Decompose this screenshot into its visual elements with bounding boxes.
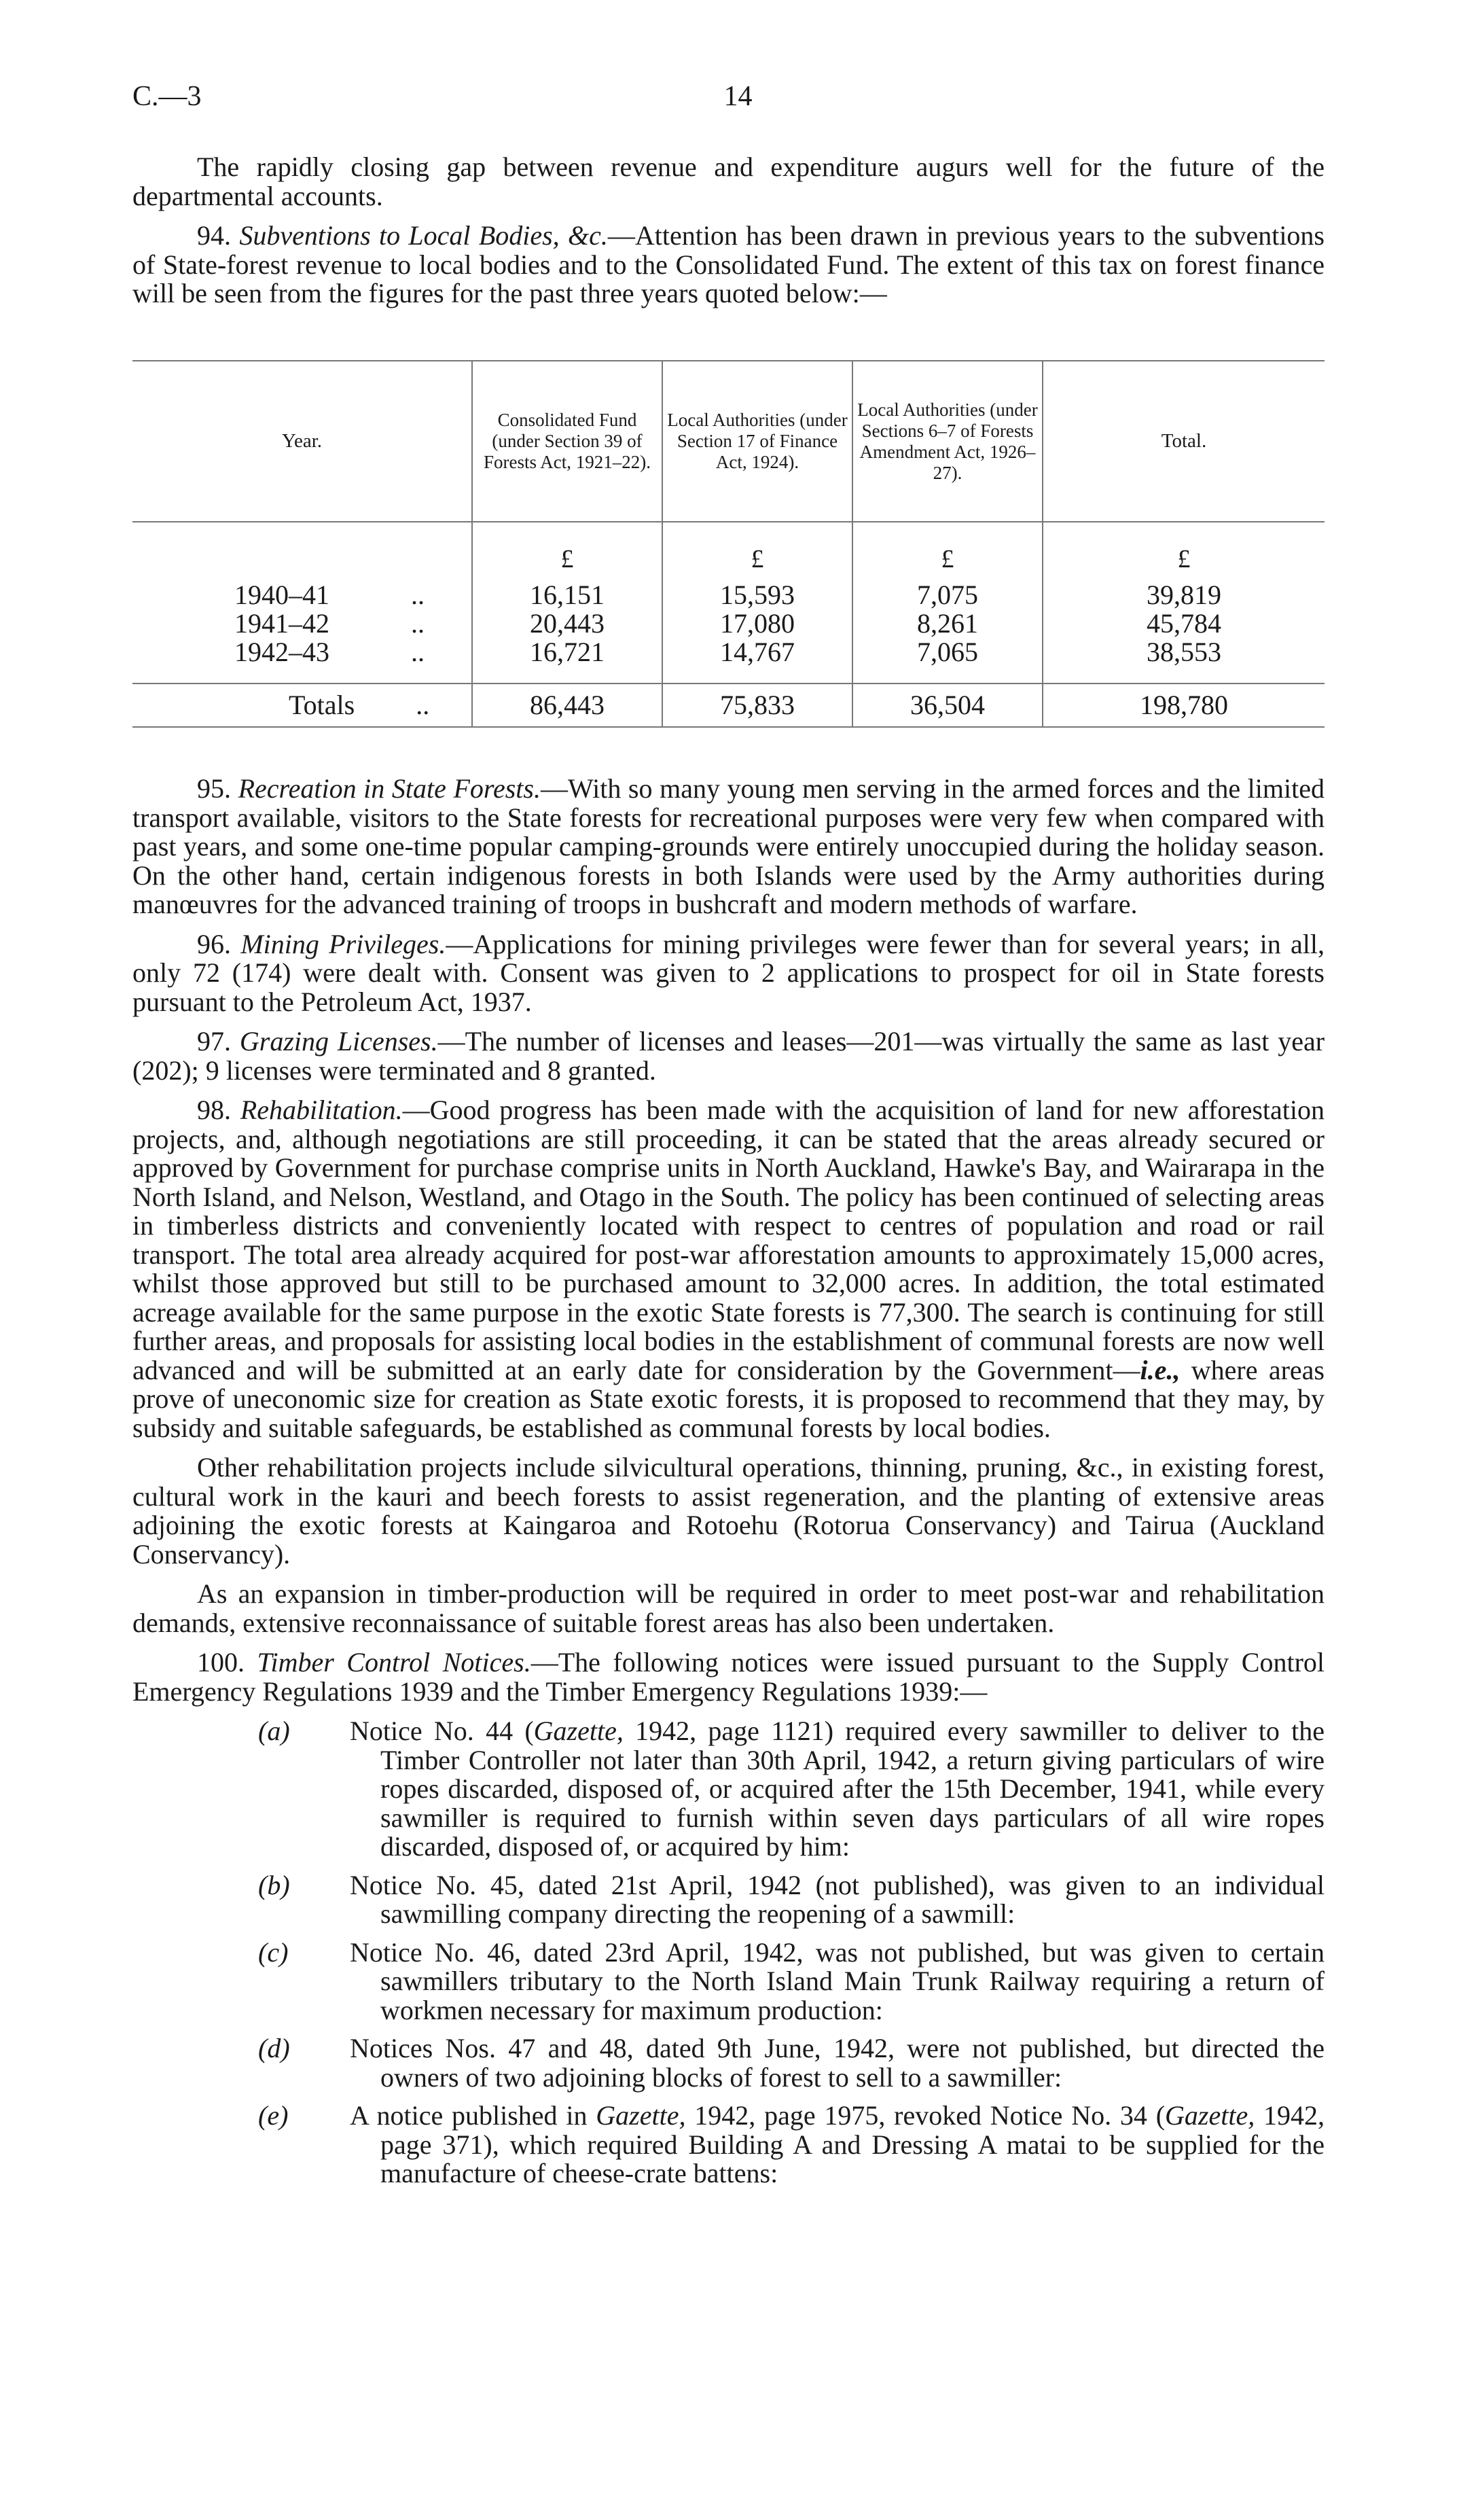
table-header-row xyxy=(132,361,1325,522)
total-cell: 45,784 xyxy=(1043,609,1325,638)
total-value-cell: 75,833 xyxy=(662,684,852,727)
table-row: 1940–41 .. 16,151 15,593 7,075 39,819 xyxy=(132,581,1325,609)
value-cell: 8,261 xyxy=(852,609,1043,638)
table-row: 1942–43 .. 16,721 14,767 7,065 38,553 xyxy=(132,638,1325,667)
value-cell: 7,065 xyxy=(852,638,1043,667)
value-cell: 20,443 xyxy=(472,609,662,638)
total-cell: 39,819 xyxy=(1043,581,1325,609)
subventions-table xyxy=(132,360,1325,728)
para-number: 94. xyxy=(197,220,231,251)
year-cell: 1942–43 xyxy=(234,637,329,667)
para-text: —Attention has been drawn in previous years to the subventions of State-forest revenue to local bodies and to the Consolidated Fund. The extent of this tax on forest finance will be seen from the figures for the past three years quoted below:— xyxy=(132,220,1325,308)
paragraph-97: 97. Grazing Licenses.—The number of licenses and leases—201—was virtually the same as last year (202); 9 licenses were terminated and 8 granted. xyxy=(132,1026,1325,1086)
para-title: Rehabilitation. xyxy=(240,1095,403,1125)
totals-label: Totals xyxy=(289,689,355,720)
page-header xyxy=(132,80,1344,121)
header-total: Total. xyxy=(1043,361,1325,522)
unit-cell: £ xyxy=(852,522,1043,581)
list-item: (e) A notice published in Gazette, 1942, page 1975, revoked Notice No. 34 (Gazette, 1942, page 371), which required Building A and Dressing A matai to be supplied for the manufacture of cheese-crate battens: xyxy=(258,2100,1325,2188)
paragraph-98: 98. Rehabilitation.—Good progress has been made with the acquisition of land for new afforestation projects, and, although negotiations are still proceeding, it can be stated that the areas already secured or approved by Government for purchase comprise units in North Auckland, Hawke's Bay, and Wairarapa in the North Island, and Nelson, Westland, and Otago in the South. The policy has been continued of selecting areas in timberless districts and conveniently located with respect to centres of population and road or rail transport. The total area already acquired for post-war afforestation amounts to approximately 15,000 acres, whilst those approved but still to be purchased amount to 32,000 acres. In addition, the total estimated acreage available for the same purpose in the exotic State forests is 77,300. The search is continuing for still further areas, and proposals for assisting local bodies in the establishment of communal forests are now well advanced and will be submitted at an early date for consideration by the Government—i.e., where areas prove of uneconomic size for creation as State exotic forests, it is proposed to recommend that they may, by subsidy and suitable safeguards, be established as communal forests by local bodies. xyxy=(132,1095,1325,1443)
total-value-cell: 36,504 xyxy=(852,684,1043,727)
para-title: Recreation in State Forests. xyxy=(238,773,541,804)
paragraph-96: 96. Mining Privileges.—Applications for mining privileges were fewer than for several years; in all, only 72 (174) were dealt with. Consent was given to 2 applications to prospect for oil in State forests pursuant to the Petroleum Act, 1937. xyxy=(132,928,1325,1017)
value-cell: 17,080 xyxy=(662,609,852,638)
paragraph-other-rehabilitation: Other rehabilitation projects include silvicultural operations, thinning, pruning, &c., in existing forest, cultural work in the kauri and beech forests to assist regeneration, and the planting of extensive areas adjoining the exotic forests at Kaingaroa and Rotoehu (Rotorua Conservancy) and Tairua (Auckland Conservancy). xyxy=(132,1452,1325,1569)
document-code: C.—3 xyxy=(132,81,202,112)
header-local-authorities-1924: Local Authorities (under Section 17 of Finance Act, 1924). xyxy=(662,361,852,522)
subventions-table-wrap xyxy=(132,360,1325,728)
value-cell: 16,151 xyxy=(472,581,662,609)
header-local-authorities-1926: Local Authorities (under Sections 6–7 of Forests Amendment Act, 1926–27). xyxy=(852,361,1043,522)
grand-total-cell: 198,780 xyxy=(1043,684,1325,727)
list-item: (d) Notices Nos. 47 and 48, dated 9th June, 1942, were not published, but directed the owners of two adjoining blocks of forest to sell to a sawmiller: xyxy=(258,2033,1325,2093)
unit-row xyxy=(132,522,1325,581)
total-value-cell: 86,443 xyxy=(472,684,662,727)
unit-cell: £ xyxy=(472,522,662,581)
year-cell: 1941–42 xyxy=(234,608,329,639)
paragraph-94 xyxy=(132,221,1325,308)
value-cell: 15,593 xyxy=(662,581,852,609)
paragraph-expansion: As an expansion in timber-production will be required in order to meet post-war and rehabilitation demands, extensive reconnaissance of suitable forest areas has also been undertaken. xyxy=(132,1578,1325,1638)
para-title: Mining Privileges. xyxy=(240,928,446,959)
intro-paragraph: The rapidly closing gap between revenue and expenditure augurs well for the future of the departmental accounts. xyxy=(132,152,1325,211)
para-title: Subventions to Local Bodies, &c. xyxy=(239,220,608,251)
upper-text xyxy=(132,153,1325,319)
unit-cell: £ xyxy=(1043,522,1325,581)
unit-cell: £ xyxy=(662,522,852,581)
value-cell: 16,721 xyxy=(472,638,662,667)
totals-row: Totals .. 86,443 75,833 36,504 198,780 xyxy=(132,684,1325,727)
paragraph-100: 100. Timber Control Notices.—The following notices were issued pursuant to the Supply Control Emergency Regulations 1939 and the Timber Emergency Regulations 1939:— xyxy=(132,1647,1325,1707)
para-title: Grazing Licenses. xyxy=(239,1026,438,1057)
list-item: (b) Notice No. 45, dated 21st April, 1942 (not published), was given to an individual sawmilling company directing the reopening of a sawmill: xyxy=(258,1869,1325,1929)
list-item: (a) Notice No. 44 (Gazette, 1942, page 1121) required every sawmiller to deliver to the Timber Controller not later than 30th April, 1942, a return giving particulars of wire ropes discarded, disposed of, or acquired after the 15th December, 1941, while every sawmiller is required to furnish within seven days particulars of all wire ropes discarded, disposed of, or acquired by him: xyxy=(258,1716,1325,1862)
notices-list xyxy=(132,1717,1325,2188)
para-title: Timber Control Notices. xyxy=(257,1647,531,1678)
paragraph-95: 95. Recreation in State Forests.—With so many young men serving in the armed forces and the limited transport available, visitors to the State forests for recreational purposes were very few when compared with past years, and some one-time popular camping-grounds were entirely unoccupied during the holiday season. On the other hand, certain indigenous forests in both Islands were used by the Army authorities during manœuvres for the advanced training of troops in bushcraft and modern methods of warfare. xyxy=(132,773,1325,919)
header-year: Year. xyxy=(132,361,472,522)
header-consolidated-fund: Consolidated Fund (under Section 39 of Forests Act, 1921–22). xyxy=(472,361,662,522)
lower-text xyxy=(132,775,1325,2198)
year-cell: 1940–41 xyxy=(234,580,329,610)
value-cell: 7,075 xyxy=(852,581,1043,609)
value-cell: 14,767 xyxy=(662,638,852,667)
page-number: 14 xyxy=(723,81,753,112)
list-item: (c) Notice No. 46, dated 23rd April, 1942, was not published, but was given to certain sawmillers tributary to the North Island Main Trunk Railway requiring a return of workmen necessary for maximum production: xyxy=(258,1936,1325,2025)
total-cell: 38,553 xyxy=(1043,638,1325,667)
table-row: 1941–42 .. 20,443 17,080 8,261 45,784 xyxy=(132,609,1325,638)
